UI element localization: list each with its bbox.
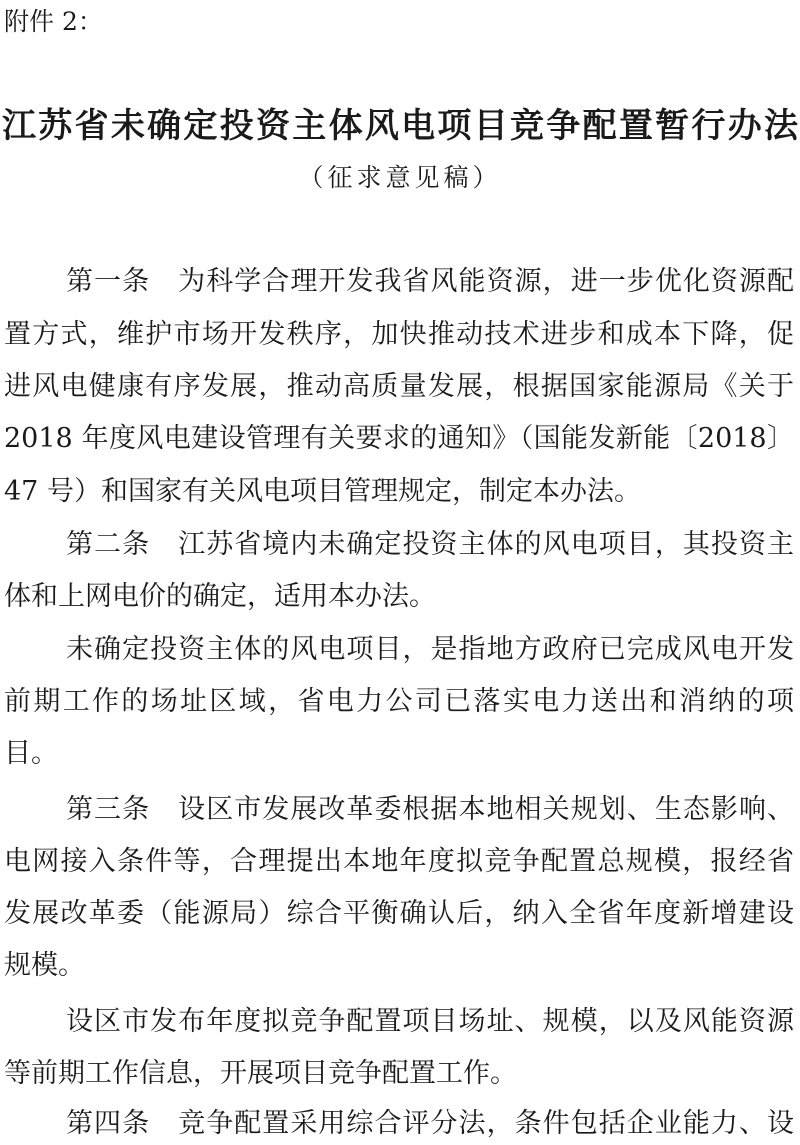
paragraph-line: 规模。 [4, 950, 85, 981]
paragraph-line: 目。 [4, 738, 58, 769]
paragraph-line: 第三条 设区市发展改革委根据本地相关规划、生态影响、 [66, 794, 794, 825]
paragraph-line: 等前期工作信息，开展项目竞争配置工作。 [4, 1058, 517, 1089]
paragraph-line: 未确定投资主体的风电项目，是指地方政府已完成风电开发 [66, 634, 794, 665]
paragraph-line: 第一条 为科学合理开发我省风能资源，进一步优化资源配 [66, 266, 794, 297]
paragraph-line: 前期工作的场址区域，省电力公司已落实电力送出和消纳的项 [4, 686, 794, 717]
paragraph-line: 置方式，维护市场开发秩序，加快推动技术进步和成本下降，促 [4, 319, 794, 350]
paragraph-line: 47 号）和国家有关风电项目管理规定，制定本办法。 [4, 476, 641, 507]
paragraph-line: 电网接入条件等，合理提出本地年度拟竞争配置总规模，报经省 [4, 846, 794, 877]
paragraph-line: 设区市发布年度拟竞争配置项目场址、规模，以及风能资源 [66, 1006, 794, 1037]
paragraph-line: 2018 年度风电建设管理有关要求的通知》（国能发新能〔2018〕 [4, 423, 794, 454]
paragraph-line: 体和上网电价的确定，适用本办法。 [4, 581, 436, 612]
document-title: 江苏省未确定投资主体风电项目竞争配置暂行办法 [2, 106, 798, 146]
paragraph-line: 第二条 江苏省境内未确定投资主体的风电项目，其投资主 [66, 529, 794, 560]
paragraph-line: 发展改革委（能源局）综合平衡确认后，纳入全省年度新增建设 [4, 898, 794, 929]
document-subtitle: （征求意见稿） [298, 163, 502, 192]
paragraph-line: 进风电健康有序发展，推动高质量发展，根据国家能源局《关于 [4, 371, 794, 402]
paragraph-line: 第四条 竞争配置采用综合评分法，条件包括企业能力、设 [66, 1108, 794, 1139]
attachment-label: 附件 2： [4, 7, 103, 36]
